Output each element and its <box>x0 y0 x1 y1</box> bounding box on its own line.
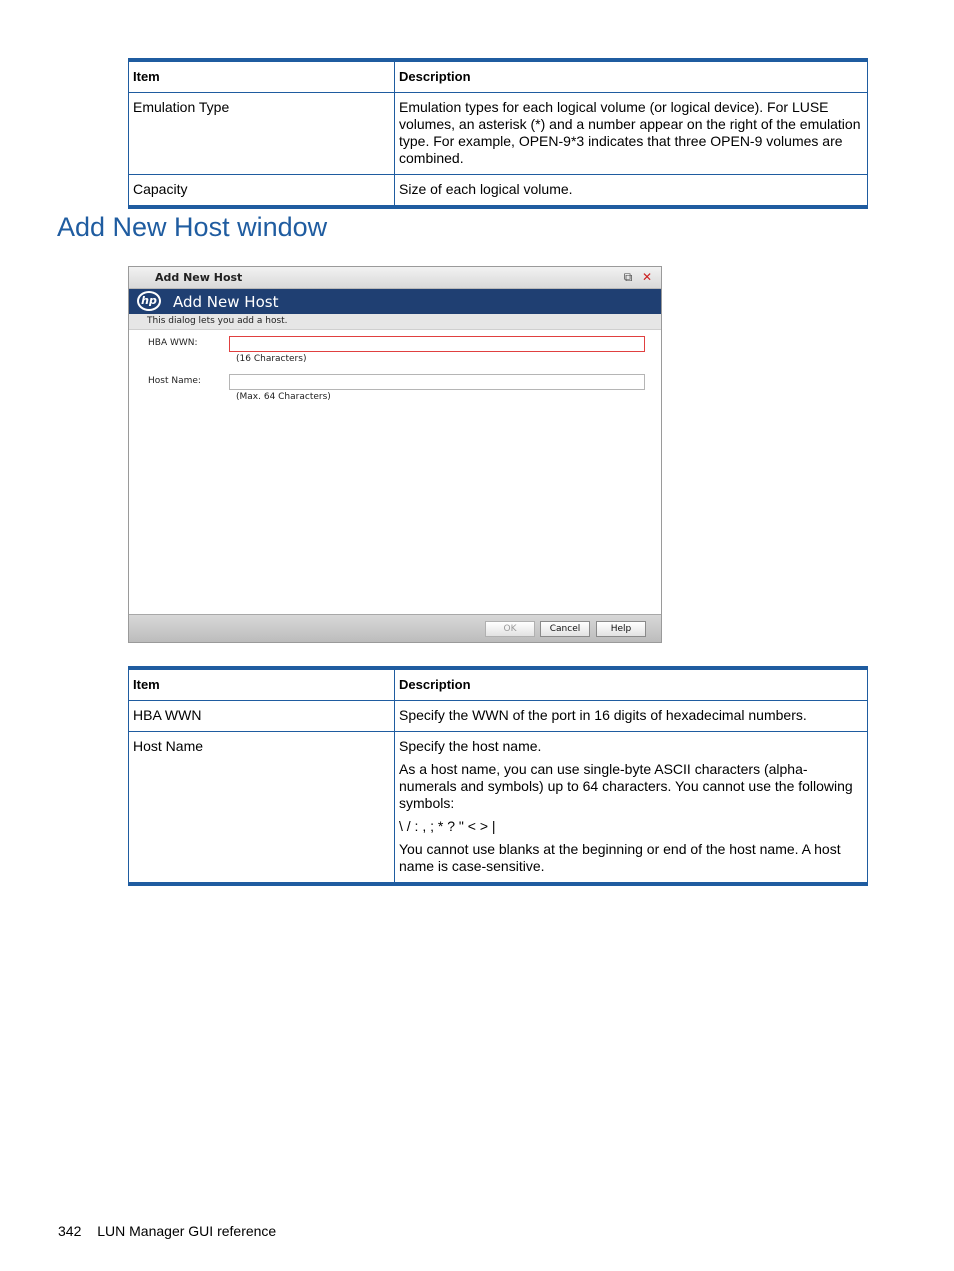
table-header-row <box>129 668 868 701</box>
host-name-input[interactable] <box>229 374 645 390</box>
cell-description: Emulation types for each logical volume (or logical device). For LUSE volumes, an asterisk (*) and a number appear on the right of the emulation type. For example, OPEN-9*3 indicates that three OPEN-9 volumes are combined. <box>395 93 868 175</box>
dialog-titlebar <box>129 267 661 289</box>
forbidden-symbols: \ / : , ; * ? " < > | <box>399 818 496 834</box>
description-paragraph: You cannot use blanks at the beginning or end of the host name. A host name is case-sensitive. <box>399 841 841 874</box>
table-row <box>129 93 868 175</box>
hba-wwn-label: HBA WWN: <box>148 338 198 348</box>
table-row <box>129 175 868 208</box>
banner-title: Add New Host <box>173 293 279 311</box>
hba-wwn-input[interactable] <box>229 336 645 352</box>
cell-description: Specify the WWN of the port in 16 digits of hexadecimal numbers. <box>395 701 868 732</box>
description-paragraph: As a host name, you can use single-byte ASCII characters (alpha-numerals and symbols) up to 64 characters. You cannot use the following symbols: <box>399 761 853 811</box>
table-row <box>129 701 868 732</box>
host-name-label: Host Name: <box>148 376 201 386</box>
host-name-hint: (Max. 64 Characters) <box>236 392 331 402</box>
host-fields-table <box>128 666 868 886</box>
column-header-description: Description <box>395 60 868 93</box>
cancel-button[interactable]: Cancel <box>540 621 590 637</box>
hp-logo-icon: hp <box>137 291 161 311</box>
close-icon[interactable]: ✕ <box>641 270 653 284</box>
cell-description <box>395 732 868 885</box>
table-header-row <box>129 60 868 93</box>
cell-item: HBA WWN <box>129 701 395 732</box>
footer-title: LUN Manager GUI reference <box>97 1223 277 1239</box>
window-title: Add New Host <box>155 271 243 284</box>
help-button[interactable]: Help <box>596 621 646 637</box>
column-header-item: Item <box>129 668 395 701</box>
cell-description: Size of each logical volume. <box>395 175 868 208</box>
dialog-footer <box>129 614 661 642</box>
cell-item: Host Name <box>129 732 395 885</box>
emulation-table <box>128 58 868 209</box>
column-header-description: Description <box>395 668 868 701</box>
ok-button[interactable]: OK <box>485 621 535 637</box>
dialog-subtitle: This dialog lets you add a host. <box>129 314 661 330</box>
cell-item: Capacity <box>129 175 395 208</box>
section-title: Add New Host window <box>57 212 328 242</box>
description-paragraph: Specify the host name. <box>399 738 542 754</box>
add-new-host-dialog <box>128 266 662 643</box>
column-header-item: Item <box>129 60 395 93</box>
hba-wwn-hint: (16 Characters) <box>236 354 307 364</box>
cell-item: Emulation Type <box>129 93 395 175</box>
page-footer <box>58 1223 276 1239</box>
restore-icon[interactable]: ⧉ <box>623 270 633 284</box>
page-number: 342 <box>58 1223 82 1239</box>
table-row <box>129 732 868 885</box>
dialog-banner <box>129 289 661 314</box>
